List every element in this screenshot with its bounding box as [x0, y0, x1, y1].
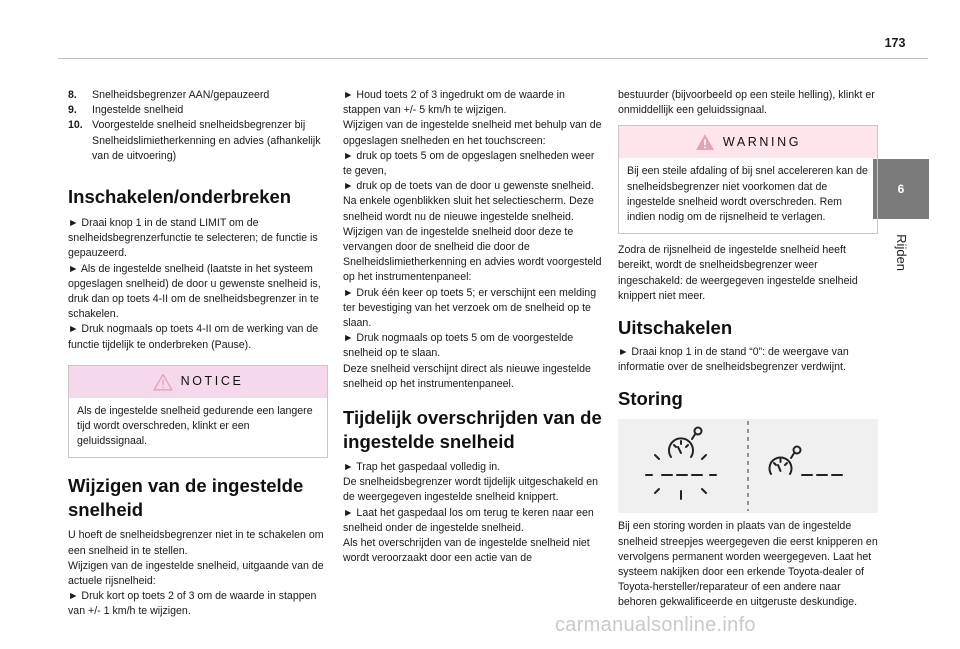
- page-number: 173: [884, 36, 906, 50]
- list-item: 8. Snelheidsbegrenzer AAN/gepauzeerd: [68, 89, 270, 101]
- paragraph: ► druk op de toets van de door u gewenste snelheid.: [343, 180, 594, 193]
- paragraph: Bij een storing worden in plaats van de ingestelde snelheid streepjes weergegeven die eerst knipperen en vervolgens permanent worden weergegeven. Laat het systeem nakijken door een erkende Toyota-dealer of Toyota-hersteller/reparateur of een andere naar behoren gekwalificeerde en uitgeruste deskundige.: [618, 520, 878, 609]
- column-1: [68, 88, 328, 620]
- paragraph: ► Draai knop 1 in de stand LIMIT om de snelheidsbegrenzerfunctie te selecteren; de functie is gepauzeerd.: [68, 217, 318, 260]
- paragraph: ► Laat het gaspedaal los om terug te keren naar een snelheid onder de ingestelde snelheid.: [343, 506, 594, 534]
- notice-box: [68, 365, 328, 459]
- section-title-activate: Inschakelen/onderbreken: [68, 186, 292, 208]
- warning-header: [619, 126, 877, 158]
- paragraph: ► Druk kort op toets 2 of 3 om de waarde in stappen van +/- 1 km/h te wijzigen.: [68, 590, 317, 618]
- paragraph: ► Druk nogmaals op toets 4-II om de werking van de functie tijdelijk te onderbreken (Pause).: [68, 323, 319, 351]
- list-item: 10. Voorgestelde snelheid snelheidsbegrenzer bij Snelheidslimietherkenning en advies (afhankelijk van de uitvoering): [68, 119, 321, 162]
- paragraph: ► druk op toets 5 om de opgeslagen snelheden weer te geven,: [343, 149, 595, 178]
- paragraph: U hoeft de snelheidsbegrenzer niet in te schakelen om een snelheid in te stellen.: [68, 529, 324, 557]
- section-title-exceed-speed: Tijdelijk overschrijden van de ingestelde snelheid: [343, 407, 602, 453]
- chapter-label: [873, 222, 929, 284]
- paragraph: ► Druk nogmaals op toets 5 om de voorgestelde snelheid op te slaan.: [343, 332, 574, 360]
- paragraph: Als het overschrijden van de ingestelde snelheid niet wordt veroorzaakt door een actie van de: [343, 537, 590, 565]
- malfunction-illustration: [618, 419, 878, 513]
- paragraph: Zodra de rijsnelheid de ingestelde snelheid heeft bereikt, wordt de snelheidsbegrenzer weer ingeschakeld: de weergegeven ingestelde snelheid knippert niet meer.: [618, 244, 858, 302]
- notice-text: Als de ingestelde snelheid gedurende een langere tijd wordt overschreden, klinkt er een geluidssignaal.: [77, 404, 313, 448]
- paragraph: Wijzigen van de ingestelde snelheid met behulp van de opgeslagen snelheden en het touchscreen:: [343, 119, 602, 147]
- paragraph: Deze snelheid verschijnt direct als nieuwe ingestelde snelheid op het instrumentenpaneel.: [343, 362, 591, 390]
- section-title-change-speed: Wijzigen van de ingestelde snelheid: [68, 475, 304, 521]
- paragraph: ► Draai knop 1 in de stand “0”: de weergave van informatie over de snelheidsbegrenzer verdwijnt.: [618, 346, 849, 374]
- paragraph: ► Druk één keer op toets 5; er verschijnt een melding ter bevestiging van het verzoek om de snelheid op te slaan.: [343, 286, 597, 330]
- legend-list: [68, 88, 328, 164]
- notice-title: NOTICE: [180, 374, 244, 389]
- notice-triangle-icon: [153, 373, 173, 391]
- chapter-tab[interactable]: 6: [873, 159, 929, 219]
- section-title-malfunction: Storing: [618, 388, 683, 410]
- paragraph: ► Trap het gaspedaal volledig in.: [343, 461, 501, 474]
- column-2: [343, 88, 603, 566]
- notice-header: [69, 366, 327, 398]
- paragraph: ► Houd toets 2 of 3 ingedrukt om de waarde in stappen van +/- 5 km/h te wijzigen.: [343, 89, 565, 117]
- malfunction-display-icon: [618, 419, 878, 513]
- paragraph: Wijzigen van de ingestelde snelheid door deze te vervangen door de snelheid die door de Snelheidslimietherkenning en advies wordt voorgesteld op het instrumentenpaneel:: [343, 225, 602, 284]
- list-item: 9. Ingestelde snelheid: [68, 104, 184, 117]
- watermark: carmanualsonline.info: [555, 614, 756, 636]
- paragraph: Wijzigen van de ingestelde snelheid, uitgaande van de actuele rijsnelheid:: [68, 559, 324, 588]
- column-3: [618, 88, 878, 611]
- warning-triangle-icon: [695, 133, 715, 151]
- section-title-deactivate: Uitschakelen: [618, 317, 733, 339]
- chapter-title: Rijden: [893, 234, 909, 272]
- warning-title: WARNING: [722, 134, 802, 149]
- header-rule: [58, 58, 928, 59]
- warning-text: Bij een steile afdaling of bij snel accelereren kan de snelheidsbegrenzer niet voorkomen dat de ingestelde snelheid wordt overschreden. Rem indien nodig om de rijsnelheid te verlagen.: [627, 165, 868, 224]
- paragraph: ► Als de ingestelde snelheid (laatste in het systeem opgeslagen snelheid) de door u gewenste snelheid is, druk dan op toets 4-II om de snelheidsbegrenzer in te schakelen.: [68, 262, 321, 321]
- warning-box: [618, 125, 878, 234]
- paragraph: bestuurder (bijvoorbeeld op een steile helling), klinkt er onmiddellijk een geluidssignaal.: [618, 89, 875, 117]
- paragraph: De snelheidsbegrenzer wordt tijdelijk uitgeschakeld en de weergegeven ingestelde snelheid knippert.: [343, 476, 598, 504]
- paragraph: Na enkele ogenblikken sluit het selectiescherm. Deze snelheid wordt nu de nieuwe ingestelde snelheid.: [343, 195, 594, 223]
